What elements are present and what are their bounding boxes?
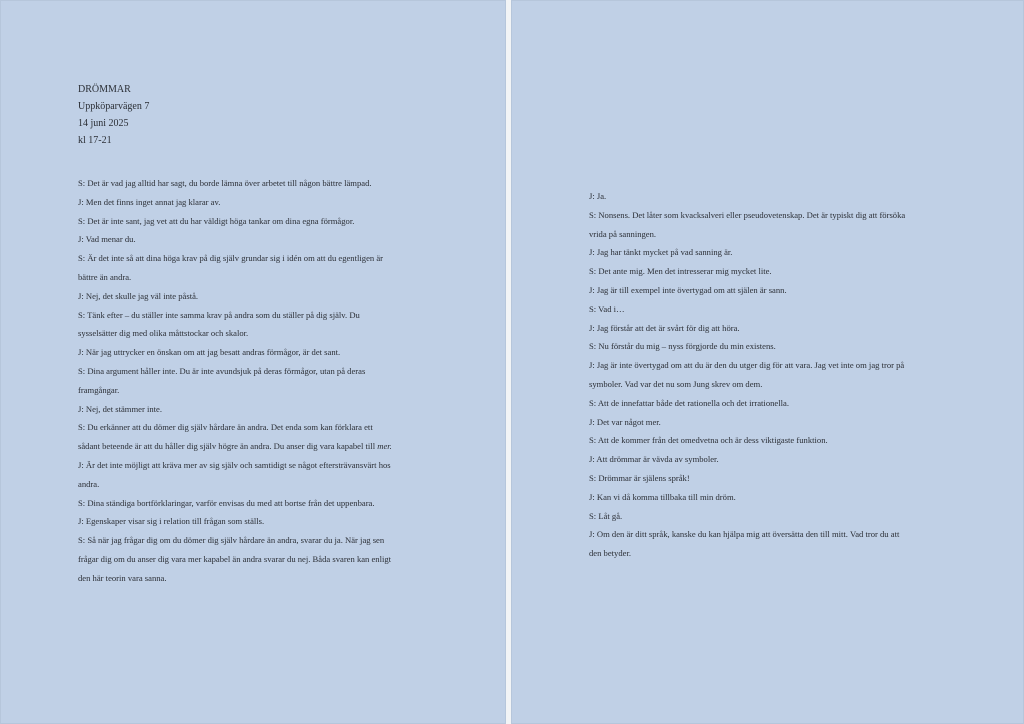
dialogue-line: den betyder.: [589, 548, 631, 559]
dialogue-line: J: Om den är ditt språk, kanske du kan hjälpa mig att översätta den till mitt. Vad tror du att: [589, 529, 900, 540]
dialogue-line: framgångar.: [78, 384, 120, 395]
dialogue-line: S: Drömmar är själens språk!: [589, 472, 690, 483]
date-line: 14 juni 2025: [78, 118, 129, 129]
dialogue-line: [78, 437, 430, 456]
dialogue-line: J: Är det inte möjligt att kräva mer av sig själv och samtidigt se något eftersträvansvärt hos: [78, 459, 391, 470]
dialogue-line: S: Är det inte så att dina höga krav på dig själv grundar sig i idén om att du egentligen är: [78, 253, 384, 264]
dialogue-line: S: Tänk efter – du ställer inte samma krav på andra som du ställer på dig själv. Du: [78, 309, 360, 320]
dialogue-line: frågar dig om du anser dig vara mer kapabel än andra svarar du nej. Båda svaren kan enligt: [78, 553, 392, 564]
dialogue-line: vrida på sanningen.: [589, 228, 657, 239]
dialogue-line: S: Det ante mig. Men det intresserar mig mycket lite.: [589, 266, 772, 277]
dialogue-line: S: Vad i…: [589, 303, 625, 314]
dialogue-line-text: sådant beteende är att du håller dig själv högre än andra. Du anser dig vara kapabel till: [78, 441, 376, 452]
dialogue-line: J: Men det finns inget annat jag klarar av.: [78, 196, 221, 207]
dialogue-line: S: Så när jag frågar dig om du dömer dig själv hårdare än andra, svarar du ja. När jag sen: [78, 535, 385, 546]
dialogue-line: J: Att drömmar är vävda av symboler.: [589, 454, 719, 465]
time-line: kl 17-21: [78, 135, 112, 146]
dialogue-line: andra.: [78, 478, 100, 489]
dialogue-line: J: Nej, det skulle jag väl inte påstå.: [78, 290, 199, 301]
dialogue-line: J: Egenskaper visar sig i relation till frågan som ställs.: [78, 516, 265, 527]
dialogue-line: symboler. Vad var det nu som Jung skrev om dem.: [589, 378, 763, 389]
dialogue-line: J: Nej, det stämmer inte.: [78, 403, 163, 414]
dialogue-line: J: Ja.: [589, 191, 607, 201]
dialogue-right: [589, 187, 939, 563]
left-page: [0, 0, 506, 724]
document-title: DRÖMMAR: [78, 84, 131, 95]
document-header: [78, 81, 149, 149]
dialogue-line: J: Kan vi då komma tillbaka till min dröm.: [589, 491, 736, 502]
dialogue-line: S: Det är inte sant, jag vet att du har väldigt höga tankar om dina egna förmågor.: [78, 215, 355, 226]
dialogue-left: [78, 174, 430, 588]
right-page: [511, 0, 1024, 724]
dialogue-line: S: Dina ständiga bortförklaringar, varför envisas du med att bortse från det uppenbara.: [78, 497, 375, 508]
dialogue-line: J: Jag är till exempel inte övertygad om att själen är sann.: [589, 284, 787, 295]
dialogue-line: S: Nu förstår du mig – nyss förgjorde du min existens.: [589, 341, 776, 352]
address-line: Uppköparvägen 7: [78, 101, 150, 112]
dialogue-line: S: Det är vad jag alltid har sagt, du borde lämna över arbetet till någon bättre lämpad.: [78, 178, 372, 188]
dialogue-line: J: Jag har tänkt mycket på vad sanning är.: [589, 247, 733, 258]
dialogue-line: J: Jag förstår att det är svårt för dig att höra.: [589, 322, 740, 333]
dialogue-line: J: När jag uttrycker en önskan om att jag besatt andras förmågor, är det sant.: [78, 347, 341, 358]
dialogue-line: J: Det var något mer.: [589, 416, 661, 427]
dialogue-line: S: Att de kommer från det omedvetna och är dess viktigaste funktion.: [589, 435, 828, 446]
dialogue-line: J: Jag är inte övertygad om att du är den du utger dig för att vara. Jag vet inte om jag tror på: [589, 360, 905, 371]
dialogue-line: den här teorin vara sanna.: [78, 572, 167, 583]
dialogue-line: S: Låt gå.: [589, 510, 623, 521]
dialogue-line: sysselsätter dig med olika måttstockar och skalor.: [78, 328, 249, 339]
emphasized-word: mer.: [377, 441, 392, 452]
dialogue-line: S: Att de innefattar både det rationella och det irrationella.: [589, 397, 789, 408]
dialogue-line: S: Du erkänner att du dömer dig själv hårdare än andra. Det enda som kan förklara ett: [78, 422, 373, 433]
dialogue-line: S: Nonsens. Det låter som kvacksalveri eller pseudovetenskap. Det är typiskt dig att försöka: [589, 209, 906, 220]
dialogue-line: J: Vad menar du.: [78, 234, 136, 245]
dialogue-line: S: Dina argument håller inte. Du är inte avundsjuk på deras förmågor, utan på deras: [78, 365, 366, 376]
dialogue-line: bättre än andra.: [78, 271, 132, 282]
